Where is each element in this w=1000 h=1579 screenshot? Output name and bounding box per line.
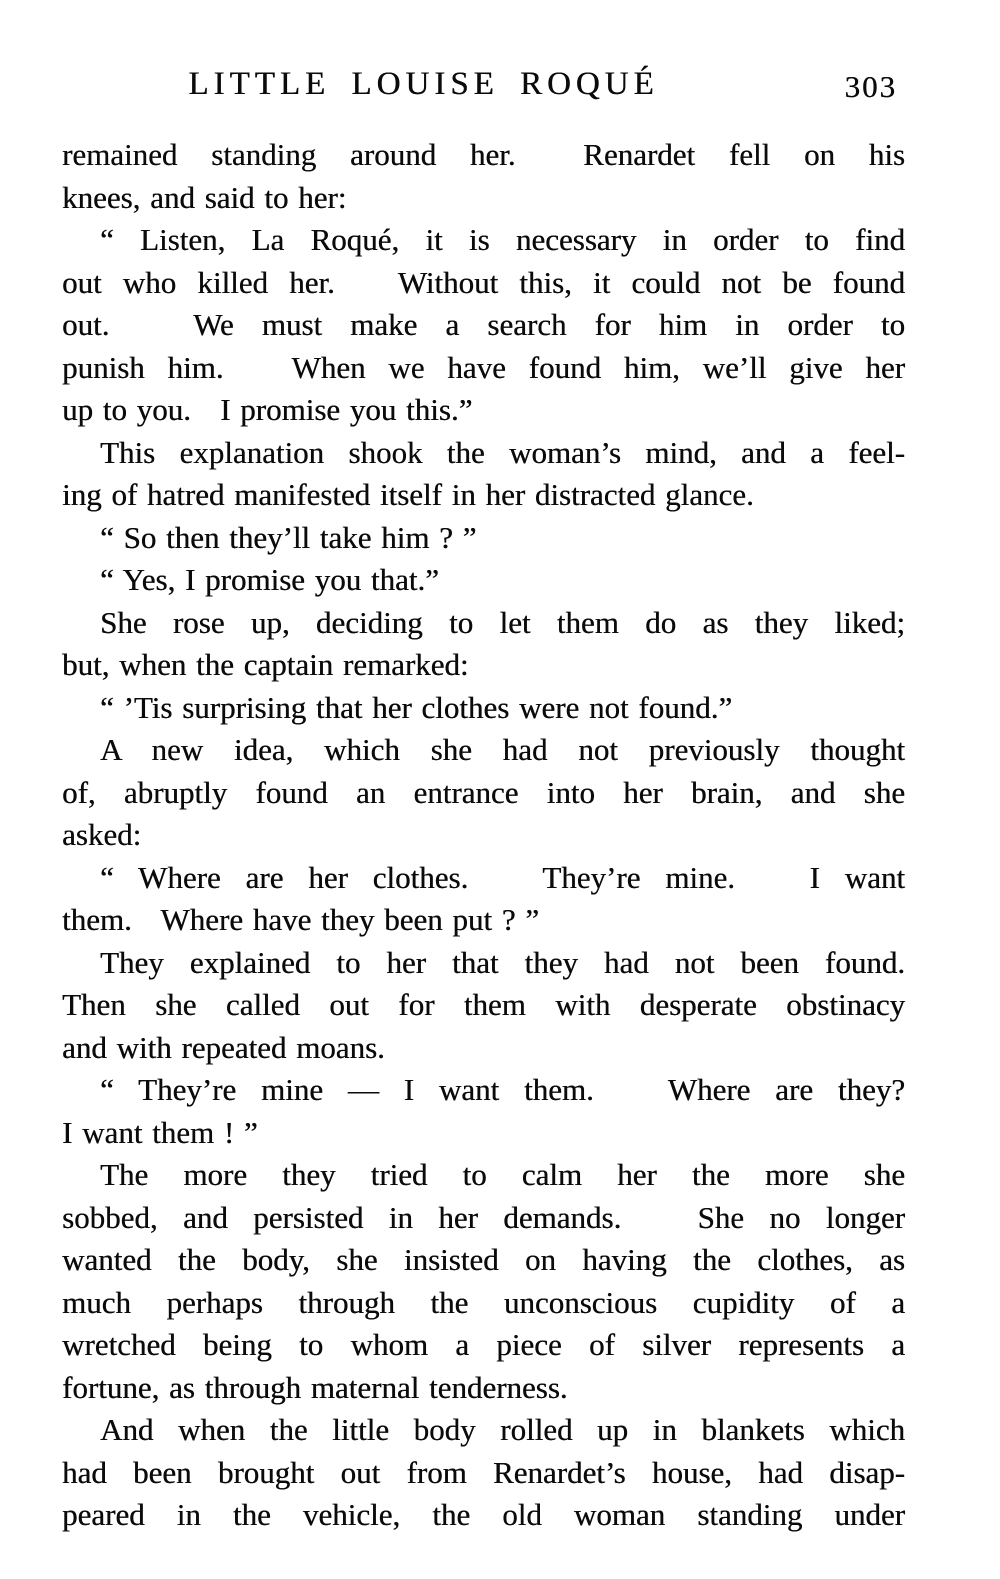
running-title: LITTLE LOUISE ROQUÉ bbox=[188, 66, 659, 102]
text-line: had been brought out from Renardet’s house, had disap- bbox=[62, 1454, 905, 1490]
text-line: out. We must make a search for him in order to bbox=[62, 307, 905, 342]
text-line: wretched being to whom a piece of silver represents a bbox=[62, 1327, 905, 1362]
text-line: peared in the vehicle, the old woman standing under bbox=[62, 1497, 905, 1532]
page-body bbox=[62, 134, 905, 1537]
text-line: asked: bbox=[62, 817, 142, 852]
text-line: They explained to her that they had not been found. bbox=[100, 944, 905, 980]
text-line: out who killed her. Without this, it could not be found bbox=[62, 264, 905, 300]
text-line: much perhaps through the unconscious cupidity of a bbox=[62, 1284, 905, 1320]
text-line: “ Yes, I promise you that.” bbox=[100, 562, 439, 597]
text-line: and with repeated moans. bbox=[62, 1029, 385, 1065]
text-line: “ So then they’ll take him ? ” bbox=[100, 519, 477, 555]
text-line: knees, and said to her: bbox=[62, 179, 347, 215]
text-line: This explanation shook the woman’s mind, and a feel- bbox=[100, 434, 905, 470]
text-line: of, abruptly found an entrance into her brain, and she bbox=[62, 774, 905, 810]
text-line: Then she called out for them with desperate obstinacy bbox=[62, 987, 905, 1022]
text-line: fortune, as through maternal tenderness. bbox=[62, 1369, 568, 1405]
text-line: punish him. When we have found him, we’ll give her bbox=[62, 349, 905, 385]
text-line: ing of hatred manifested itself in her distracted glance. bbox=[62, 477, 754, 512]
text-line: up to you. I promise you this.” bbox=[62, 392, 473, 427]
text-line: The more they tried to calm her the more she bbox=[100, 1157, 905, 1192]
text-line: “ ’Tis surprising that her clothes were not found.” bbox=[100, 689, 733, 725]
text-line: I want them ! ” bbox=[62, 1114, 258, 1150]
running-header bbox=[62, 66, 905, 110]
text-line: sobbed, and persisted in her demands. She no longer bbox=[62, 1199, 905, 1235]
text-line: And when the little body rolled up in blankets which bbox=[100, 1412, 905, 1447]
text-line: “ Listen, La Roqué, it is necessary in order to find bbox=[100, 222, 905, 257]
text-line: A new idea, which she had not previously thought bbox=[100, 732, 905, 767]
text-line: remained standing around her. Renardet fell on his bbox=[62, 137, 905, 172]
text-line: them. Where have they been put ? ” bbox=[62, 902, 540, 937]
text-line: but, when the captain remarked: bbox=[62, 647, 469, 682]
text-line: She rose up, deciding to let them do as they liked; bbox=[100, 604, 905, 640]
page-number: 303 bbox=[844, 69, 897, 104]
text-line: “ They’re mine — I want them. Where are they? bbox=[100, 1072, 905, 1107]
text-line: wanted the body, she insisted on having the clothes, as bbox=[62, 1242, 905, 1277]
text-line: “ Where are her clothes. They’re mine. I want bbox=[100, 859, 905, 895]
